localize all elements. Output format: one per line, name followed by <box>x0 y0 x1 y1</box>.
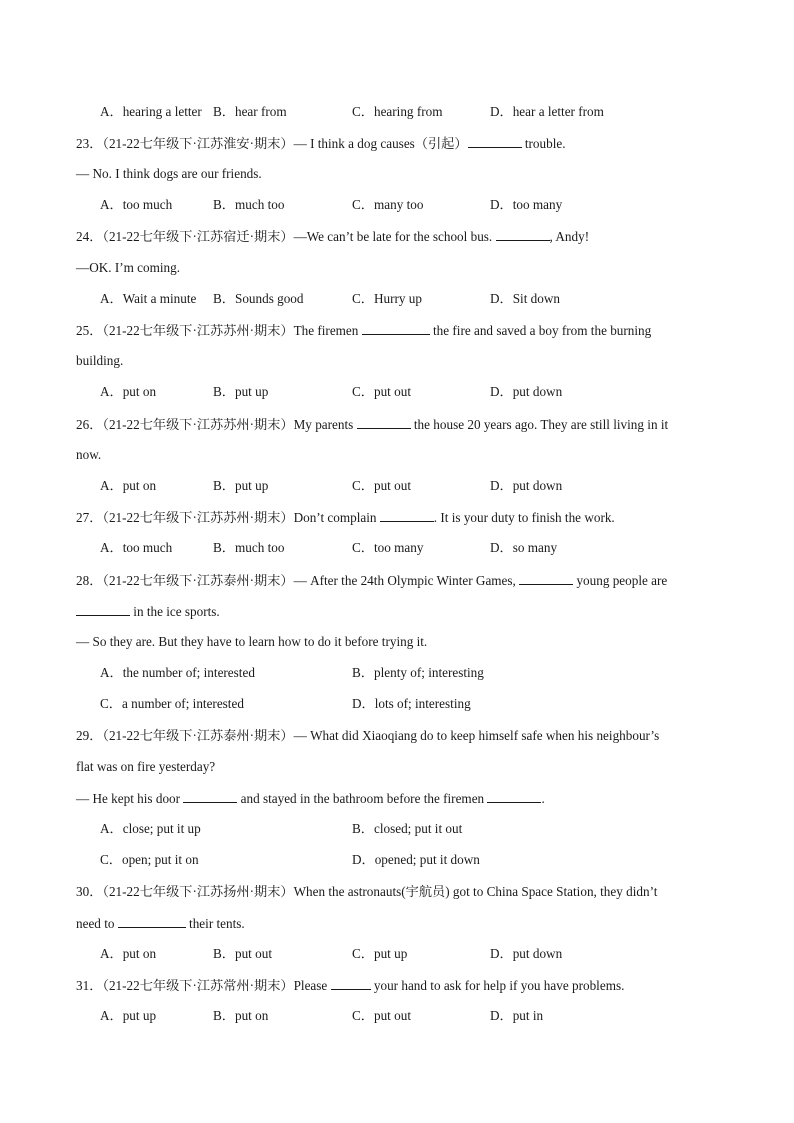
q31-option-d: D．put in <box>490 1008 544 1023</box>
q30-source: （21-22七年级下·江苏扬州·期末） <box>102 884 294 899</box>
q29-option-b: B．closed; put it out <box>352 821 463 836</box>
q22-option-b: B．hear from <box>213 104 287 119</box>
q22-option-a: A．hearing a letter <box>100 104 202 119</box>
q30-option-a: A．put on <box>100 946 157 961</box>
q29-blank-1 <box>183 790 237 803</box>
q25-number: 25． <box>76 323 103 338</box>
q25-source: （21-22七年级下·江苏苏州·期末） <box>102 323 294 338</box>
q26-number: 26． <box>76 417 103 432</box>
q31-blank <box>331 977 371 990</box>
q24-blank <box>496 228 550 241</box>
q31-source: （21-22七年级下·江苏常州·期末） <box>102 978 294 993</box>
q25-stem-cont: building. <box>76 353 124 368</box>
q24-number: 24． <box>76 229 103 244</box>
q25-option-d: D．put down <box>490 384 563 399</box>
q27-option-b: B．much too <box>213 540 285 555</box>
q28-number: 28． <box>76 573 103 588</box>
q26-option-a: A．put on <box>100 478 157 493</box>
q29-option-a: A．close; put it up <box>100 821 201 836</box>
q28-source: （21-22七年级下·江苏泰州·期末） <box>102 573 294 588</box>
q24-source: （21-22七年级下·江苏宿迁·期末） <box>102 229 294 244</box>
q27-option-a: A．too much <box>100 540 173 555</box>
q25-option-c: C．put out <box>352 384 411 399</box>
q22-option-c: C．hearing from <box>352 104 443 119</box>
q23-number: 23． <box>76 136 103 151</box>
q29-blank-2 <box>487 790 541 803</box>
q26-stem-cont: now. <box>76 447 102 462</box>
q29-option-c: C．open; put it on <box>100 852 199 867</box>
q23-option-b: B．much too <box>213 197 285 212</box>
q24-reply: —OK. I’m coming. <box>76 260 181 275</box>
q30-stem: 30．（21-22七年级下·江苏扬州·期末）When the astronauts(宇航员) got to China Space Station, they didn’t <box>76 884 658 899</box>
q23-option-a: A．too much <box>100 197 173 212</box>
q29-number: 29． <box>76 728 103 743</box>
q28-blank-1 <box>519 572 573 585</box>
q26-option-d: D．put down <box>490 478 563 493</box>
q29-stem-cont: flat was on fire yesterday? <box>76 759 216 774</box>
q27-option-d: D．so many <box>490 540 558 555</box>
q26-source: （21-22七年级下·江苏苏州·期末） <box>102 417 294 432</box>
q30-blank <box>118 915 186 928</box>
q28-stem-cont: in the ice sports. <box>76 603 220 620</box>
q30-stem-cont: need to their tents. <box>76 916 245 931</box>
q26-option-c: C．put out <box>352 478 411 493</box>
q23-stem: 23．（21-22七年级下·江苏淮安·期末）— I think a dog causes（引起） trouble. <box>76 136 566 151</box>
q31-option-b: B．put on <box>213 1008 269 1023</box>
q28-option-c: C．a number of; interested <box>100 696 244 711</box>
q28-blank-2 <box>76 603 130 616</box>
q30-option-b: B．put out <box>213 946 272 961</box>
q31-number: 31． <box>76 978 103 993</box>
q31-option-c: C．put out <box>352 1008 411 1023</box>
q25-option-b: B．put up <box>213 384 269 399</box>
q28-option-a: A．the number of; interested <box>100 665 255 680</box>
q24-option-a: A．Wait a minute <box>100 291 197 306</box>
q30-option-c: C．put up <box>352 946 408 961</box>
q31-option-a: A．put up <box>100 1008 157 1023</box>
q31-stem: 31．（21-22七年级下·江苏常州·期末）Please your hand to ask for help if you have problems. <box>76 978 625 993</box>
q27-option-c: C．too many <box>352 540 424 555</box>
q23-reply: — No. I think dogs are our friends. <box>76 166 262 181</box>
q30-option-d: D．put down <box>490 946 563 961</box>
q28-stem: 28．（21-22七年级下·江苏泰州·期末）— After the 24th Olympic Winter Games, young people are <box>76 573 668 588</box>
q25-option-a: A．put on <box>100 384 157 399</box>
q23-source: （21-22七年级下·江苏淮安·期末） <box>102 136 294 151</box>
q22-option-d: D．hear a letter from <box>490 104 604 119</box>
q25-blank <box>362 322 430 335</box>
q23-option-c: C．many too <box>352 197 424 212</box>
q25-stem: 25．（21-22七年级下·江苏苏州·期末）The firemen the fire and saved a boy from the burning <box>76 323 652 338</box>
q26-option-b: B．put up <box>213 478 269 493</box>
q23-blank <box>468 135 522 148</box>
q26-blank <box>357 416 411 429</box>
q28-option-d: D．lots of; interesting <box>352 696 471 711</box>
q24-option-d: D．Sit down <box>490 291 560 306</box>
q29-reply: — He kept his door and stayed in the bathroom before the firemen . <box>76 791 545 806</box>
q24-option-b: B．Sounds good <box>213 291 304 306</box>
q28-option-b: B．plenty of; interesting <box>352 665 484 680</box>
q29-stem: 29．（21-22七年级下·江苏泰州·期末）— What did Xiaoqiang do to keep himself safe when his neighbour’s <box>76 728 660 743</box>
q24-stem: 24．（21-22七年级下·江苏宿迁·期末）—We can’t be late for the school bus. , Andy! <box>76 229 590 244</box>
q27-number: 27． <box>76 510 103 525</box>
q29-option-d: D．opened; put it down <box>352 852 480 867</box>
q27-source: （21-22七年级下·江苏苏州·期末） <box>102 510 294 525</box>
q30-number: 30． <box>76 884 103 899</box>
q24-option-c: C．Hurry up <box>352 291 422 306</box>
q28-reply: — So they are. But they have to learn how to do it before trying it. <box>76 634 428 649</box>
q26-stem: 26．（21-22七年级下·江苏苏州·期末）My parents the house 20 years ago. They are still living in it <box>76 417 669 432</box>
q29-source: （21-22七年级下·江苏泰州·期末） <box>102 728 294 743</box>
q23-option-d: D．too many <box>490 197 563 212</box>
q27-blank <box>380 509 434 522</box>
q27-stem: 27．（21-22七年级下·江苏苏州·期末）Don’t complain . It is your duty to finish the work. <box>76 510 615 525</box>
